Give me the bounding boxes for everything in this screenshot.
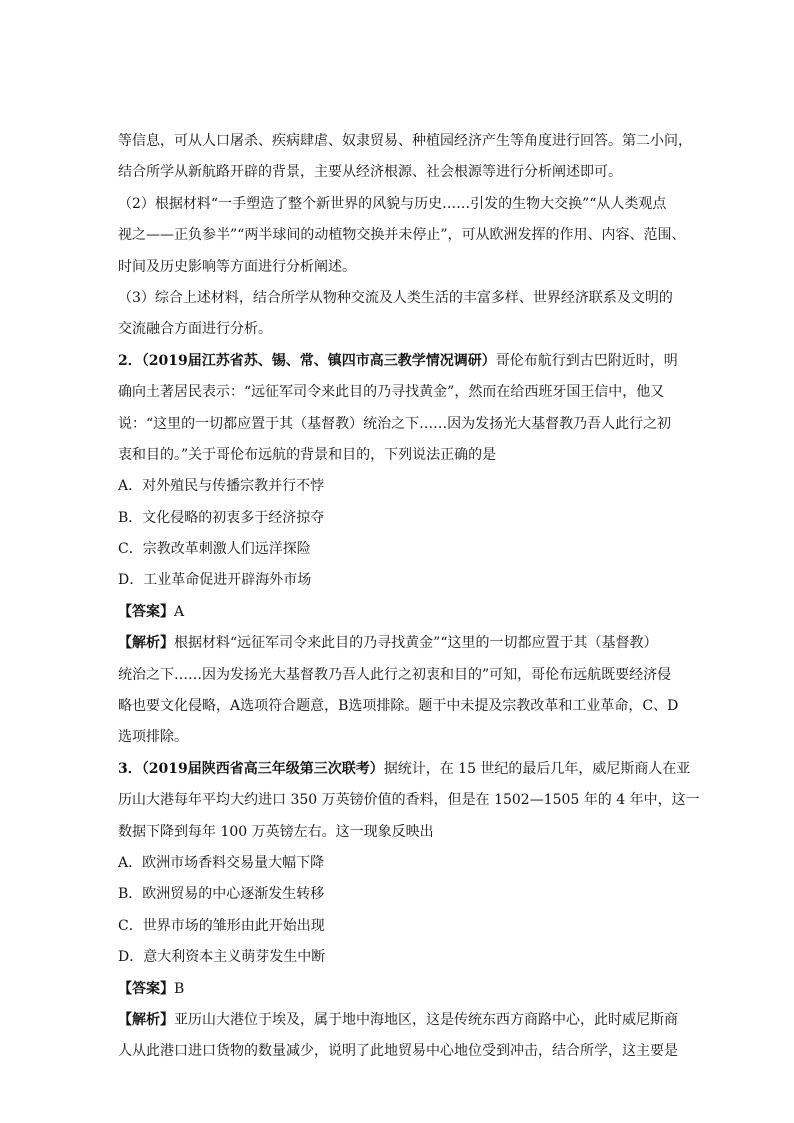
option-c: C．世界市场的雏形由此开始出现 — [118, 917, 325, 934]
answer-label: 【答案】 — [118, 603, 174, 620]
option-d: D．意大利资本主义萌芽发生中断 — [118, 949, 326, 966]
question-stem-text: 据统计，在 15 世纪的最后几年，威尼斯商人在亚 — [383, 760, 691, 777]
text-line: 略也要文化侵略，A选项符合题意，B选项排除。题干中未提及宗教改革和工业革命，C、D — [118, 698, 679, 715]
analysis-text: 根据材料“远征军司令来此目的乃寻找黄金”“这里的一切都应置于其（基督教） — [174, 635, 658, 652]
text-line: 确向土著居民表示：“远征军司令来此目的乃寻找黄金”，然而在给西班牙国王信中，他又 — [118, 384, 665, 401]
text-line: 结合所学从新航路开辟的背景，主要从经济根源、社会根源等进行分析阐述即可。 — [118, 164, 622, 181]
q1-analysis-tail — [118, 126, 692, 346]
text-line: 统治之下……因为发扬光大基督教乃吾人此行之初衷和目的”可知，哥伦布远航既要经济侵 — [118, 666, 672, 683]
question-stem-first-line — [118, 346, 676, 377]
text-line: 视之——正负参半”“两半球间的动植物交换并未停止”，可从欧洲发挥的作用、内容、范围、 — [118, 227, 686, 244]
analysis-first-line — [118, 628, 676, 659]
option-d: D．工业革命促进开辟海外市场 — [118, 572, 312, 589]
answer-line — [118, 597, 676, 628]
question-2 — [118, 346, 679, 754]
text-line: 历山大港每年平均大约进口 350 万英镑价值的香料，但是在 1502—1505 年的 4 年中，这一 — [118, 792, 700, 809]
analysis-label: 【解析】 — [118, 1011, 174, 1028]
answer-value: A — [174, 603, 185, 620]
answer-line — [118, 974, 676, 1005]
answer-label: 【答案】 — [118, 980, 174, 997]
text-line: 人从此港口进口货物的数量减少，说明了此地贸易中心地位受到冲击，结合所学，这主要是 — [118, 1043, 678, 1060]
question-stem-first-line — [118, 754, 691, 785]
option-a: A．对外殖民与传播宗教并行不悖 — [118, 478, 325, 495]
text-line: 衷和目的。”关于哥伦布远航的背景和目的，下列说法正确的是 — [118, 446, 497, 463]
text-line: 时间及历史影响等方面进行分析阐述。 — [118, 258, 356, 275]
question-number: 2． — [118, 352, 142, 369]
text-line: 选项排除。 — [118, 729, 188, 746]
analysis-first-line — [118, 1005, 676, 1036]
option-b: B．欧洲贸易的中心逐渐发生转移 — [118, 886, 325, 903]
question-stem-text: 哥伦布航行到古巴附近时，明 — [495, 352, 678, 369]
text-line: 等信息，可从人口屠杀、疾病肆虐、奴隶贸易、种植园经济产生等角度进行回答。第二小问， — [118, 133, 692, 149]
option-c: C．宗教改革刺激人们远洋探险 — [118, 541, 311, 558]
option-b: B．文化侵略的初衷多于经济掠夺 — [118, 509, 325, 526]
text-line: （2）根据材料“一手塑造了整个新世界的风貌与历史……引发的生物大交换”“从人类观点 — [118, 195, 667, 212]
question-source: （2019届陕西省高三年级第三次联考） — [141, 760, 384, 777]
text-line: 数据下降到每年 100 万英镑左右。这一现象反映出 — [118, 823, 434, 840]
question-3 — [118, 754, 700, 1068]
option-a: A．欧洲市场香料交易量大幅下降 — [118, 854, 325, 871]
question-source: （2019届江苏省苏、锡、常、镇四市高三教学情况调研） — [141, 352, 496, 369]
answer-value: B — [174, 980, 185, 997]
analysis-text: 亚历山大港位于埃及，属于地中海地区，这是传统东西方商路中心，此时威尼斯商 — [174, 1011, 678, 1028]
question-number: 3． — [118, 760, 142, 777]
text-line: 交流融合方面进行分析。 — [118, 321, 272, 338]
text-line: 说：“这里的一切都应置于其（基督教）统治之下……因为发扬光大基督教乃吾人此行之初 — [118, 415, 672, 432]
text-line: （3）综合上述材料，结合所学从物种交流及人类生活的丰富多样、世界经济联系及文明的 — [118, 289, 673, 306]
analysis-label: 【解析】 — [118, 635, 174, 652]
